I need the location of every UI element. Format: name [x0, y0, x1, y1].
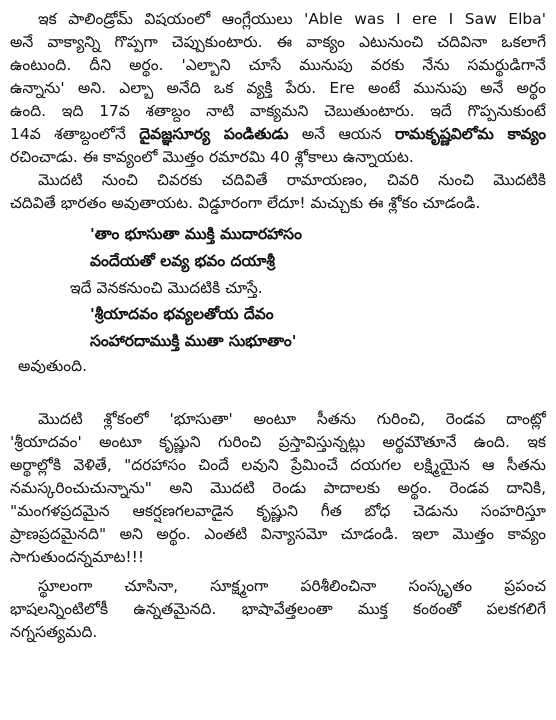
text-line: అర్థాల్లోకి వెళితే, "దరహాసం చిందే లవుని ప్రేమించే దయగల లక్ష్మియైన ఆ సీతను: [10, 456, 546, 474]
text-line: [10, 123, 546, 146]
paragraph-sanskrit: [10, 575, 546, 644]
text-line: ఇక పాలిండ్రోమ్ విషయంలో ఆంగ్లేయులు 'Able was I ere I Saw Elba': [38, 10, 546, 28]
verse-line: 'తాం భూసుతా ముక్తి ముదారహాసం: [90, 225, 302, 243]
verse-note: ఇదే వెనకనుంచి మొదటికి చూస్తే.: [70, 279, 263, 297]
paragraph-palindrome-intro: [10, 8, 546, 169]
verse-block: [10, 221, 546, 378]
text-line: అనే వాక్యాన్ని గొప్పగా చెప్పుకుంటారు. ఈ వాక్యం ఎటునుంచి చదివినా ఒకలాగే: [10, 33, 546, 51]
text-line: నమస్కరించుచున్నాను" అని మొదటి రెండు పాదాలకు అర్థం. రెండవ దానికి,: [10, 479, 546, 497]
text-line: "మంగళప్రదమైన ఆకర్షణగలవాడైన కృష్ణుని గీత బోధ చెడును సంహరిస్తూ: [10, 502, 546, 520]
text-line: నగ్నసత్యమది.: [10, 623, 98, 641]
text-line: సాగుతుందన్నమాట!!!: [10, 548, 145, 566]
text-line: భాషలన్నింటిలోకీ ఉన్నతమైనది. భాషావేత్తలంతా ముక్త కంఠంతో పలకగలిగే: [10, 600, 546, 618]
text-line: మొదటి శ్లోకంలో 'భూసుతా' అంటూ సీతను గురించి, రెండవ దాంట్లో: [38, 410, 546, 428]
text-segment: అనే ఆయన: [288, 125, 395, 143]
author-name: దైవజ్ఞసూర్య పండితుడు: [139, 125, 289, 143]
text-line: మొదటి నుంచి చివరకు చదివితే రామాయణం, చివరి నుంచి మొదటికి: [38, 171, 546, 189]
work-title: రామకృష్ణవిలోమ కావ్యం: [394, 125, 546, 143]
text-line: ఉన్నాను' అని. ఎల్బా అనేది ఒక వ్యక్తి పేరు. Ere అంటే మునుపు అనే అర్థం: [10, 79, 546, 97]
text-line: ఉంది. ఇది 17వ శతాబ్దం నాటి వాక్యమని చెబుతుంటారు. ఇదే గొప్పనుకుంటే: [10, 102, 546, 120]
paragraph-ramayana-bharatam: [10, 169, 546, 215]
verse-line: సంహారదాముక్తి ముతా సుభూతాం': [90, 332, 297, 350]
text-segment: 14వ శతాబ్దంలోనే: [10, 125, 140, 143]
paragraph-meaning: [10, 408, 546, 569]
text-line: చదివితే భారతం అవుతాయట. విడ్డూరంగా లేదూ! మచ్చుకు ఈ శ్లోకం చూడండి.: [10, 194, 481, 212]
text-line: స్థూలంగా చూసినా, సూక్ష్మంగా పరిశీలించినా సంస్కృతం ప్రపంచ: [38, 577, 546, 595]
text-line: ఉంటుంది. దీని అర్థం. 'ఎల్బాని చూసే మునుపు వరకు నేను సమర్థుడిగానే: [10, 56, 546, 74]
verse-line: 'శ్రీయాదవం భవ్యలతోయ దేవం: [90, 305, 274, 323]
text-line: అవుతుంది.: [18, 357, 88, 375]
text-line: 'శ్రీయాదవం' అంటూ కృష్ణుని గురించి ప్రస్తావిస్తున్నట్లు అర్థమౌతూనే ఉంది. ఇక: [10, 433, 546, 451]
verse-line: వందేయతో లవ్య భవం దయాశ్రీ: [90, 252, 275, 270]
text-line: రచించాడు. ఈ కావ్యంలో మొత్తం రమారమి 40 శ్లోకాలు ఉన్నాయట.: [10, 148, 414, 166]
text-line: ప్రాణప్రదమైనది" అని అర్థం. ఎంతటి విన్యాసమో చూడండి. ఇలా మొత్తం కావ్యం: [10, 525, 546, 543]
